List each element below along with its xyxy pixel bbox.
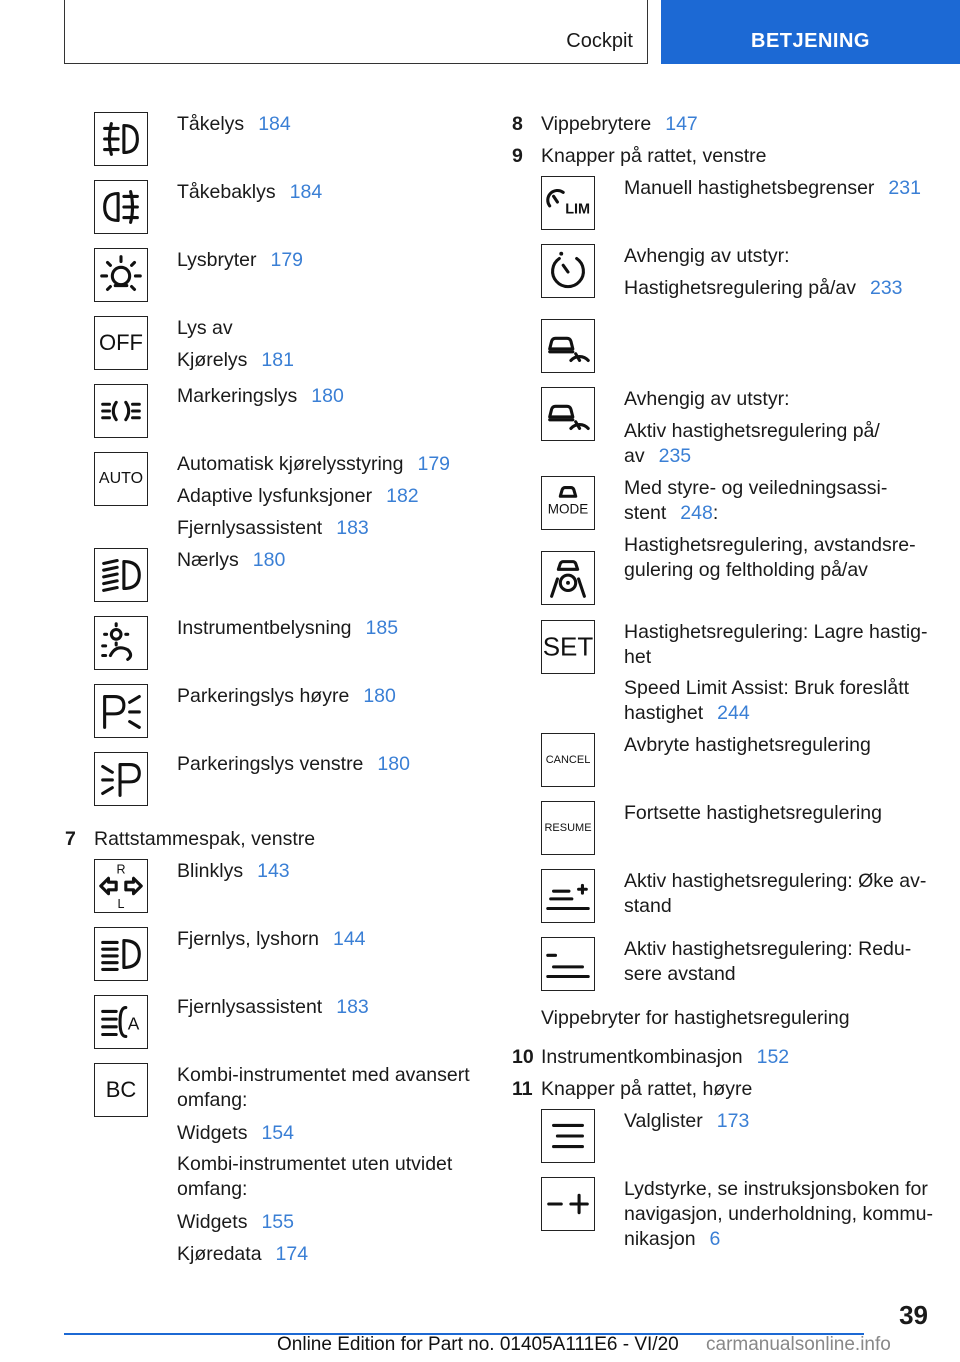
right9-entry-5-text: Hastighetsregulering, avstandsre- [624, 534, 916, 556]
page-reference-link[interactable]: 248 [680, 502, 713, 524]
right11-entry-1-text: nikasjon [624, 1228, 696, 1250]
header-chapter-tab [661, 0, 960, 64]
item-9-title [541, 144, 766, 168]
left-entry-8 [177, 684, 396, 708]
page-reference-link[interactable]: 181 [261, 349, 294, 371]
right9-entry-0-text: Manuell hastighetsbegrenser [624, 177, 875, 199]
high-beam-icon [94, 927, 148, 981]
rocker-note-text: Vippebryter for hastighetsregulering [541, 1007, 850, 1029]
page-reference-link[interactable]: 235 [658, 445, 692, 467]
right11-entry-1-text: navigasjon, underholdning, kommu- [624, 1203, 933, 1225]
left7-entry-3-text: omfang: [177, 1178, 248, 1200]
resume-icon: RESUME [541, 801, 595, 855]
page-reference-link[interactable]: 231 [888, 177, 921, 199]
right9-entry-6 [624, 701, 750, 725]
left-entry-2-text: Lysbryter [177, 249, 257, 271]
left-entry-5 [177, 452, 450, 476]
high-beam-assistant-icon [94, 995, 148, 1049]
list-icon [541, 1109, 595, 1163]
right11-entry-1 [624, 1227, 720, 1251]
left7-entry-1-text: Fjernlys, lyshorn [177, 928, 319, 950]
right9-entry-3 [624, 444, 691, 468]
distance-increase-icon [541, 869, 595, 923]
mode-icon [541, 476, 595, 530]
page-reference-link[interactable]: 179 [417, 453, 451, 475]
off-icon: OFF [94, 316, 148, 370]
left-entry-7-text: Instrumentbelysning [177, 617, 352, 639]
header-section-title: Cockpit [566, 30, 633, 52]
left-entry-5 [177, 516, 369, 540]
item-number-8: 8 [512, 113, 523, 135]
right9-entry-3 [624, 387, 789, 411]
page-reference-link[interactable]: 173 [716, 1110, 750, 1132]
page-reference-link[interactable]: 174 [275, 1243, 309, 1265]
right11-entry-0-text: Valglister [624, 1110, 703, 1132]
page-reference-link[interactable]: 6 [709, 1228, 721, 1250]
right9-entry-6-text: hastighet [624, 702, 704, 724]
left7-entry-3-text: Widgets [177, 1211, 248, 1233]
left7-entry-3 [177, 1152, 452, 1176]
right9-entry-6 [624, 645, 651, 669]
right9-entry-3-text: Aktiv hastighetsregulering på/ [624, 420, 880, 442]
svg-text:A: A [127, 1013, 140, 1034]
page-reference-link[interactable]: 144 [332, 928, 366, 950]
right9-entry-4-text: stent [624, 502, 667, 524]
page-reference-link[interactable]: 143 [257, 860, 290, 882]
page-reference-link[interactable]: 233 [869, 277, 903, 299]
right9-entry-5 [624, 558, 868, 582]
page-reference-link[interactable]: 244 [717, 702, 750, 724]
left-entry-5 [177, 484, 419, 508]
right9-entry-10-text: Aktiv hastighetsregulering: Redu- [624, 938, 912, 960]
distance-decrease-icon [541, 937, 595, 991]
page-reference-link[interactable]: 180 [377, 753, 410, 775]
active-cruise-control-icon [541, 319, 595, 373]
right9-entry-9 [624, 894, 672, 918]
left-entry-3 [177, 348, 294, 372]
item-8-title [541, 112, 698, 136]
right9-entry-6-text: het [624, 646, 652, 668]
left-entry-8-text: Parkeringslys høyre [177, 685, 350, 707]
left-entry-4-text: Markeringslys [177, 385, 298, 407]
rear-fog-light-icon [94, 180, 148, 234]
right9-entry-5-text: gulering og feltholding på/av [624, 559, 868, 581]
right9-entry-3-text: av [624, 445, 645, 467]
item-11-title [541, 1077, 752, 1101]
speed-limiter-icon [541, 176, 595, 230]
page-reference-link[interactable]: 179 [270, 249, 304, 271]
left7-entry-3 [177, 1088, 247, 1112]
page-reference-link[interactable]: 180 [252, 549, 286, 571]
right9-entry-5 [624, 533, 916, 557]
right9-entry-4: stent 248: [624, 502, 719, 524]
right9-entry-9 [624, 869, 926, 893]
page-reference-link[interactable]: 184 [289, 181, 323, 203]
turn-signal-icon [94, 859, 148, 913]
right9-entry-4 [624, 476, 887, 500]
left-entry-4 [177, 384, 344, 408]
left7-entry-3-text: omfang: [177, 1089, 248, 1111]
item-7-title [94, 827, 315, 851]
right11-entry-1-text: Lydstyrke, se instruksjonsboken for [624, 1178, 928, 1200]
svg-text:R: R [116, 862, 126, 877]
page-number: 39 [899, 1300, 928, 1330]
svg-text:MODE: MODE [547, 501, 589, 517]
page-reference-link[interactable]: 180 [363, 685, 396, 707]
item-8-title-text: Vippebrytere [541, 113, 652, 135]
right9-entry-9-text: stand [624, 895, 672, 917]
left7-entry-3 [177, 1063, 470, 1087]
item-number-10: 10 [512, 1046, 534, 1068]
left-entry-2 [177, 248, 303, 272]
right11-entry-0 [624, 1109, 749, 1133]
volume-icon [541, 1177, 595, 1231]
right9-entry-6-text: Hastighetsregulering: Lagre hastig- [624, 621, 928, 643]
right9-entry-6 [624, 620, 928, 644]
page-reference-link[interactable]: 185 [365, 617, 399, 639]
right9-entry-0 [624, 176, 921, 200]
page-reference-link[interactable]: 152 [756, 1046, 790, 1068]
right9-entry-4-text: Med styre- og veiledningsassi- [624, 477, 888, 499]
right9-entry-1 [624, 244, 789, 268]
right9-entry-10 [624, 937, 911, 961]
left-entry-1-text: Tåkebaklys [177, 181, 276, 203]
left7-entry-3 [177, 1177, 247, 1201]
low-beam-icon [94, 548, 148, 602]
light-switch-icon [94, 248, 148, 302]
left-entry-0 [177, 112, 291, 136]
item-number-9: 9 [512, 145, 523, 167]
left-entry-3 [177, 316, 233, 340]
left7-entry-2 [177, 995, 369, 1019]
right9-entry-6 [624, 676, 909, 700]
item-9-title-text: Knapper på rattet, venstre [541, 145, 767, 167]
item-10-title [541, 1045, 789, 1069]
left-entry-5-text: Automatisk kjørelysstyring [177, 453, 404, 475]
page-reference-link[interactable]: 183 [336, 517, 369, 539]
instrument-lighting-icon [94, 616, 148, 670]
header-section-box [64, 0, 648, 64]
left7-entry-2-text: Fjernlysassistent [177, 996, 323, 1018]
right9-entry-10-text: sere avstand [624, 963, 736, 985]
item-number-11: 11 [512, 1078, 533, 1100]
page-reference-link[interactable]: 180 [311, 385, 344, 407]
svg-text:L: L [117, 897, 125, 912]
right9-entry-1-text: Hastighetsregulering på/av [624, 277, 856, 299]
set-icon: SET [541, 620, 595, 674]
left7-entry-3-text: Kombi-instrumentet uten utvidet [177, 1153, 453, 1175]
page-reference-link[interactable]: 147 [665, 113, 698, 135]
left-entry-6 [177, 548, 285, 572]
svg-text:LIM: LIM [565, 201, 591, 218]
left-entry-5-text: Adaptive lysfunksjoner [177, 485, 373, 507]
left-entry-3-text: Lys av [177, 317, 233, 339]
item-7-title-text: Rattstammespak, venstre [94, 828, 316, 850]
active-cruise-control-icon [541, 387, 595, 441]
left-entry-6-text: Nærlys [177, 549, 239, 571]
page-reference-link[interactable]: 154 [261, 1122, 294, 1144]
parking-light-left-icon [94, 752, 148, 806]
rocker-note [541, 1006, 850, 1030]
left7-entry-0 [177, 859, 290, 883]
left7-entry-3-text: Kjøredata [177, 1243, 262, 1265]
right9-entry-8-text: Fortsette hastighetsregulering [624, 802, 882, 824]
footer-text: Online Edition for Part no. 01405A111E6 - VI/20 [277, 1334, 679, 1355]
left7-entry-0-text: Blinklys [177, 860, 244, 882]
header-chapter-title: BETJENING [751, 30, 870, 52]
right9-entry-10 [624, 962, 736, 986]
right9-entry-3 [624, 419, 880, 443]
item-number-7: 7 [65, 828, 76, 850]
right9-entry-7 [624, 733, 871, 757]
page-reference-link[interactable]: 182 [386, 485, 419, 507]
right9-entry-1-text: Avhengig av utstyr: [624, 245, 790, 267]
left-entry-3-text: Kjørelys [177, 349, 248, 371]
page-reference-link[interactable]: 183 [336, 996, 369, 1018]
left7-entry-3 [177, 1210, 294, 1234]
item-11-title-text: Knapper på rattet, høyre [541, 1078, 753, 1100]
left-entry-9-text: Parkeringslys venstre [177, 753, 364, 775]
left7-entry-3-text: Kombi-instrumentet med avansert [177, 1064, 470, 1086]
right9-entry-3-text: Avhengig av utstyr: [624, 388, 790, 410]
item-10-title-text: Instrumentkombinasjon [541, 1046, 743, 1068]
cruise-control-icon [541, 244, 595, 298]
right9-entry-8 [624, 801, 882, 825]
left-entry-0-text: Tåkelys [177, 113, 245, 135]
left7-entry-3-text: Widgets [177, 1122, 248, 1144]
left-entry-5-text: Fjernlysassistent [177, 517, 323, 539]
right11-entry-1 [624, 1202, 933, 1226]
left7-entry-3 [177, 1121, 294, 1145]
bc-button-icon: BC [94, 1063, 148, 1117]
right9-entry-9-text: Aktiv hastighetsregulering: Øke av- [624, 870, 927, 892]
fog-light-icon [94, 112, 148, 166]
page-reference-link[interactable]: 155 [261, 1211, 294, 1233]
left-entry-9 [177, 752, 410, 776]
page-reference-link[interactable]: 184 [258, 113, 291, 135]
left7-entry-1 [177, 927, 366, 951]
auto-icon: AUTO [94, 452, 148, 506]
right9-entry-1 [624, 276, 903, 300]
left-entry-1 [177, 180, 322, 204]
parking-light-right-icon [94, 684, 148, 738]
side-marker-lights-icon [94, 384, 148, 438]
left-entry-7 [177, 616, 398, 640]
watermark: carmanualsonline.info [706, 1334, 891, 1355]
lane-keeping-icon [541, 551, 595, 605]
right9-entry-7-text: Avbryte hastighetsregulering [624, 734, 871, 756]
left7-entry-3 [177, 1242, 308, 1266]
right11-entry-1 [624, 1177, 928, 1201]
right9-entry-6-text: Speed Limit Assist: Bruk foreslått [624, 677, 910, 699]
cancel-icon: CANCEL [541, 733, 595, 787]
